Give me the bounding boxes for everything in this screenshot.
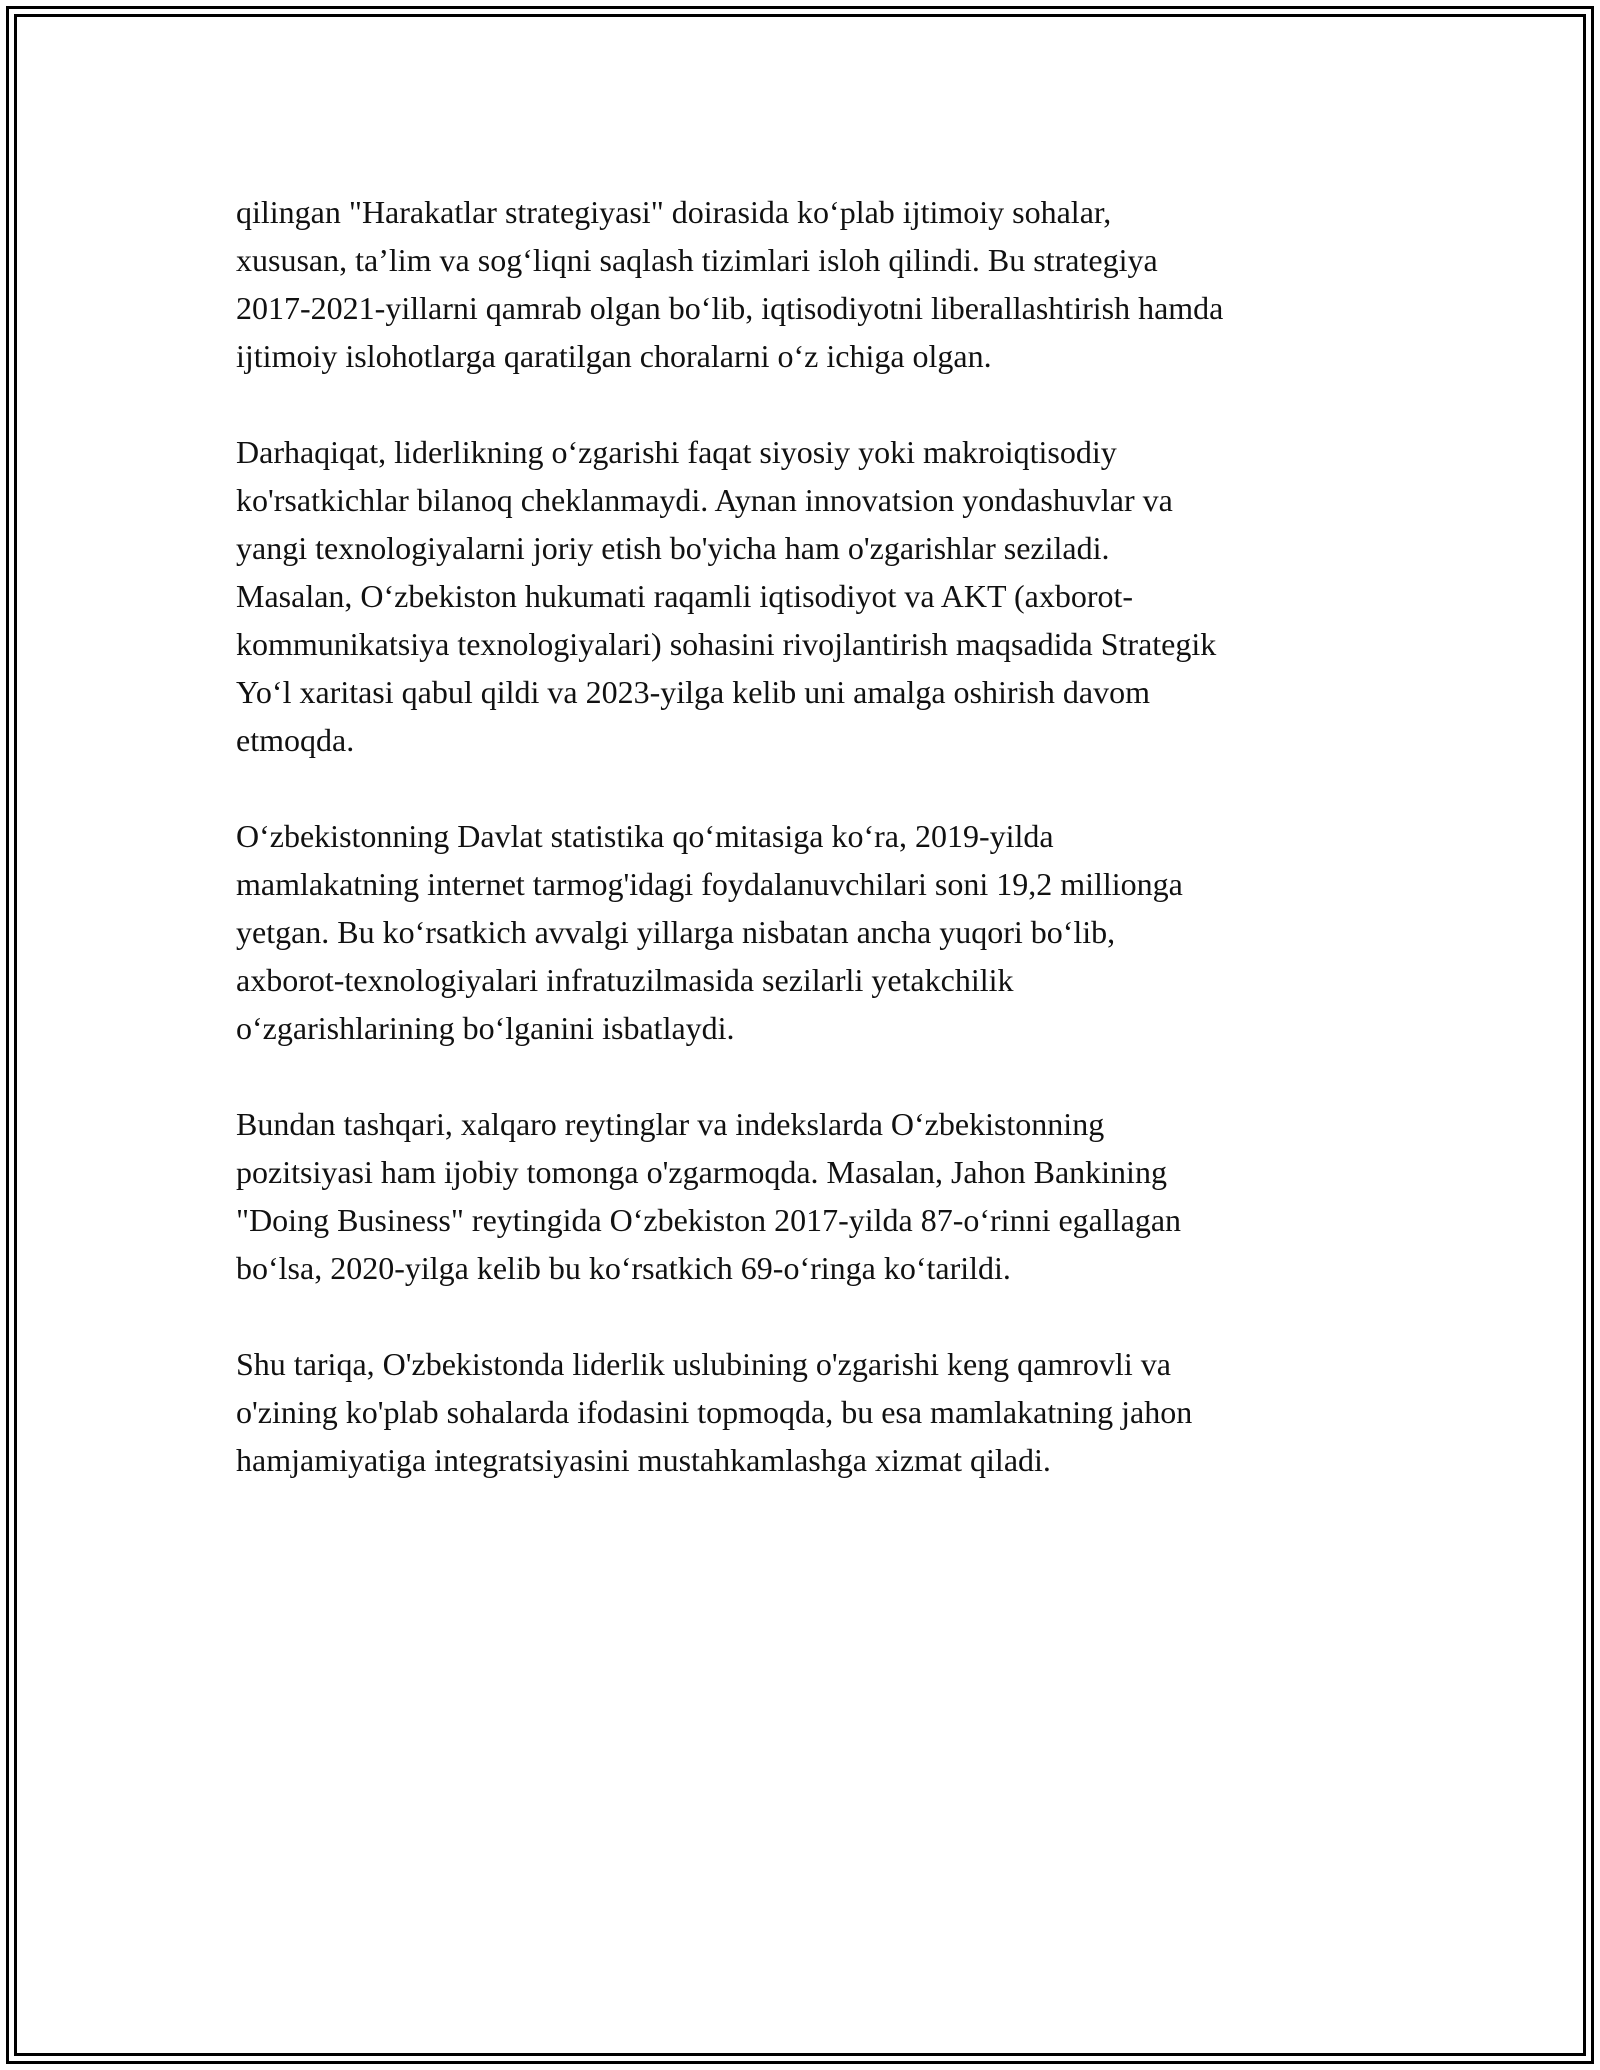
paragraph-ratings	[236, 1100, 1386, 1292]
text-line: xususan, ta’lim va sog‘liqni saqlash tizimlari isloh qilindi. Bu strategiya	[236, 242, 1158, 278]
text-line: o‘zgarishlarining bo‘lganini isbatlaydi.	[236, 1010, 735, 1046]
text-line: axborot-texnologiyalari infratuzilmasida sezilarli yetakchilik	[236, 962, 1014, 998]
paragraph-statistics	[236, 812, 1386, 1052]
text-line: yangi texnologiyalarni joriy etish bo'yicha ham o'zgarishlar seziladi.	[236, 530, 1110, 566]
text-line: bo‘lsa, 2020-yilga kelib bu ko‘rsatkich 69-o‘ringa ko‘tarildi.	[236, 1250, 1011, 1286]
text-line: kommunikatsiya texnologiyalari) sohasini rivojlantirish maqsadida Strategik	[236, 626, 1217, 662]
text-line: mamlakatning internet tarmog'idagi foydalanuvchilari soni 19,2 millionga	[236, 866, 1183, 902]
text-line: etmoqda.	[236, 722, 355, 758]
text-line: 2017-2021-yillarni qamrab olgan bo‘lib, iqtisodiyotni liberallashtirish hamda	[236, 290, 1224, 326]
text-line: yetgan. Bu ko‘rsatkich avvalgi yillarga nisbatan ancha yuqori bo‘lib,	[236, 914, 1116, 950]
text-line: Bundan tashqari, xalqaro reytinglar va indekslarda O‘zbekistonning	[236, 1106, 1105, 1142]
paragraph-conclusion	[236, 1340, 1386, 1484]
paragraph-strategy	[236, 188, 1386, 380]
text-line: "Doing Business" reytingida O‘zbekiston 2017-yilda 87-o‘rinni egallagan	[236, 1202, 1182, 1238]
text-line: Masalan, O‘zbekiston hukumati raqamli iqtisodiyot va AKT (axborot-	[236, 578, 1134, 614]
text-line: Darhaqiqat, liderlikning o‘zgarishi faqat siyosiy yoki makroiqtisodiy	[236, 434, 1117, 470]
text-line: pozitsiyasi ham ijobiy tomonga o'zgarmoqda. Masalan, Jahon Bankining	[236, 1154, 1167, 1190]
text-line: o'zining ko'plab sohalarda ifodasini topmoqda, bu esa mamlakatning jahon	[236, 1394, 1193, 1430]
paragraph-innovation	[236, 428, 1386, 764]
text-line: O‘zbekistonning Davlat statistika qo‘mitasiga ko‘ra, 2019-yilda	[236, 818, 1054, 854]
text-line: hamjamiyatiga integratsiyasini mustahkamlashga xizmat qiladi.	[236, 1442, 1051, 1478]
text-line: ijtimoiy islohotlarga qaratilgan choralarni o‘z ichiga olgan.	[236, 338, 992, 374]
document-body	[236, 188, 1386, 1532]
text-line: ko'rsatkichlar bilanoq cheklanmaydi. Aynan innovatsion yondashuvlar va	[236, 482, 1173, 518]
text-line: qilingan "Harakatlar strategiyasi" doirasida ko‘plab ijtimoiy sohalar,	[236, 194, 1112, 230]
text-line: Shu tariqa, O'zbekistonda liderlik uslubining o'zgarishi keng qamrovli va	[236, 1346, 1171, 1382]
text-line: Yo‘l xaritasi qabul qildi va 2023-yilga kelib uni amalga oshirish davom	[236, 674, 1150, 710]
